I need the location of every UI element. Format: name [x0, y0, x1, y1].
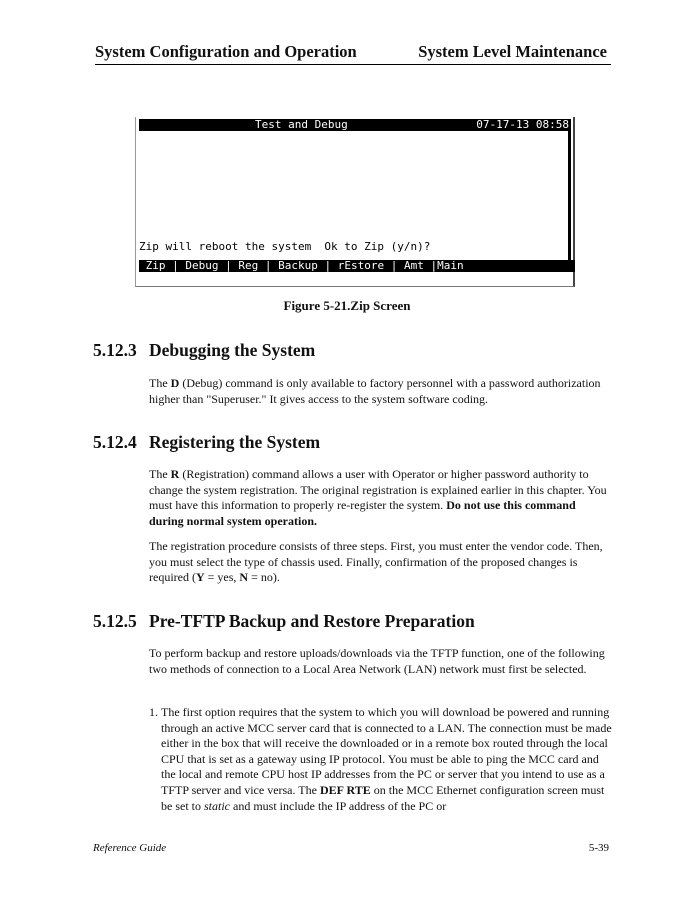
- footer-left: Reference Guide: [93, 842, 167, 854]
- section-heading-registering: [93, 432, 320, 453]
- section-title: Debugging the System: [149, 340, 316, 360]
- paragraph-registering-2: The registration procedure consists of three steps. First, you must enter the vendor code. Then, you must select the type of chassis used. Finally, confirmation of the proposed changes is required (Y = yes, N = no).: [149, 539, 603, 585]
- section-title: Pre-TFTP Backup and Restore Preparation: [149, 611, 475, 631]
- list-item-text: The first option requires that the system to which you will download be powered and running through an active MCC server card that is connected to a LAN. The connection must be made either in the box that will receive the downloaded or in a remote box routed through the local CPU that is set as a gateway using IP protocol. You must be able to ping the MCC card and the local and remote CPU host IP addresses from the PC or server that you intend to use as a TFTP server and vice versa. The DEF RTE on the MCC Ethernet configuration screen must be set to static and must include the IP address of the PC or: [161, 705, 612, 813]
- header-right: System Level Maintenance: [418, 42, 607, 61]
- menu-amt[interactable]: Amt: [397, 259, 431, 272]
- menu-reg[interactable]: Reg: [231, 259, 265, 272]
- section-number: 5.12.4: [93, 432, 137, 452]
- list-marker: 1.: [149, 705, 158, 719]
- section-heading-tftp: [93, 611, 475, 632]
- running-header: [95, 40, 611, 65]
- menu-debug[interactable]: Debug: [178, 259, 226, 272]
- section-heading-debugging: [93, 340, 315, 361]
- menu-main[interactable]: Main: [437, 259, 464, 272]
- terminal-menu-bar: Zip | Debug | Reg | Backup | rEstore | Amt |Main: [139, 260, 575, 272]
- terminal-screen: [135, 117, 575, 287]
- terminal-scrollbar: [568, 131, 571, 260]
- menu-restore[interactable]: rEstore: [331, 259, 391, 272]
- terminal-datetime: 07-17-13 08:58: [476, 118, 569, 131]
- section-number: 5.12.3: [93, 340, 137, 360]
- page-number: 5-39: [588, 842, 609, 854]
- section-title: Registering the System: [149, 432, 321, 452]
- paragraph-registering-1: The R (Registration) command allows a user with Operator or higher password authority to change the system registration. The original registration is explained earlier in this chapter. You must have this information to properly re-register the system. Do not use this command during normal system operation.: [149, 467, 607, 528]
- terminal-prompt: Zip will reboot the system Ok to Zip (y/n)?: [139, 240, 431, 253]
- header-left: System Configuration and Operation: [95, 42, 357, 61]
- paragraph-tftp: To perform backup and restore uploads/downloads via the TFTP function, one of the following two methods of connection to a Local Area Network (LAN) network must first be selected.: [149, 646, 605, 676]
- section-number: 5.12.5: [93, 611, 137, 631]
- menu-backup[interactable]: Backup: [271, 259, 325, 272]
- menu-zip[interactable]: Zip: [139, 259, 173, 272]
- paragraph-debugging: The D (Debug) command is only available to factory personnel with a password authorization higher than "Superuser." It gives access to the system software coding.: [149, 376, 601, 406]
- figure-caption: Figure 5-21.Zip Screen: [283, 298, 411, 313]
- terminal-title-bar: [139, 119, 571, 131]
- terminal-title: Test and Debug: [255, 118, 348, 131]
